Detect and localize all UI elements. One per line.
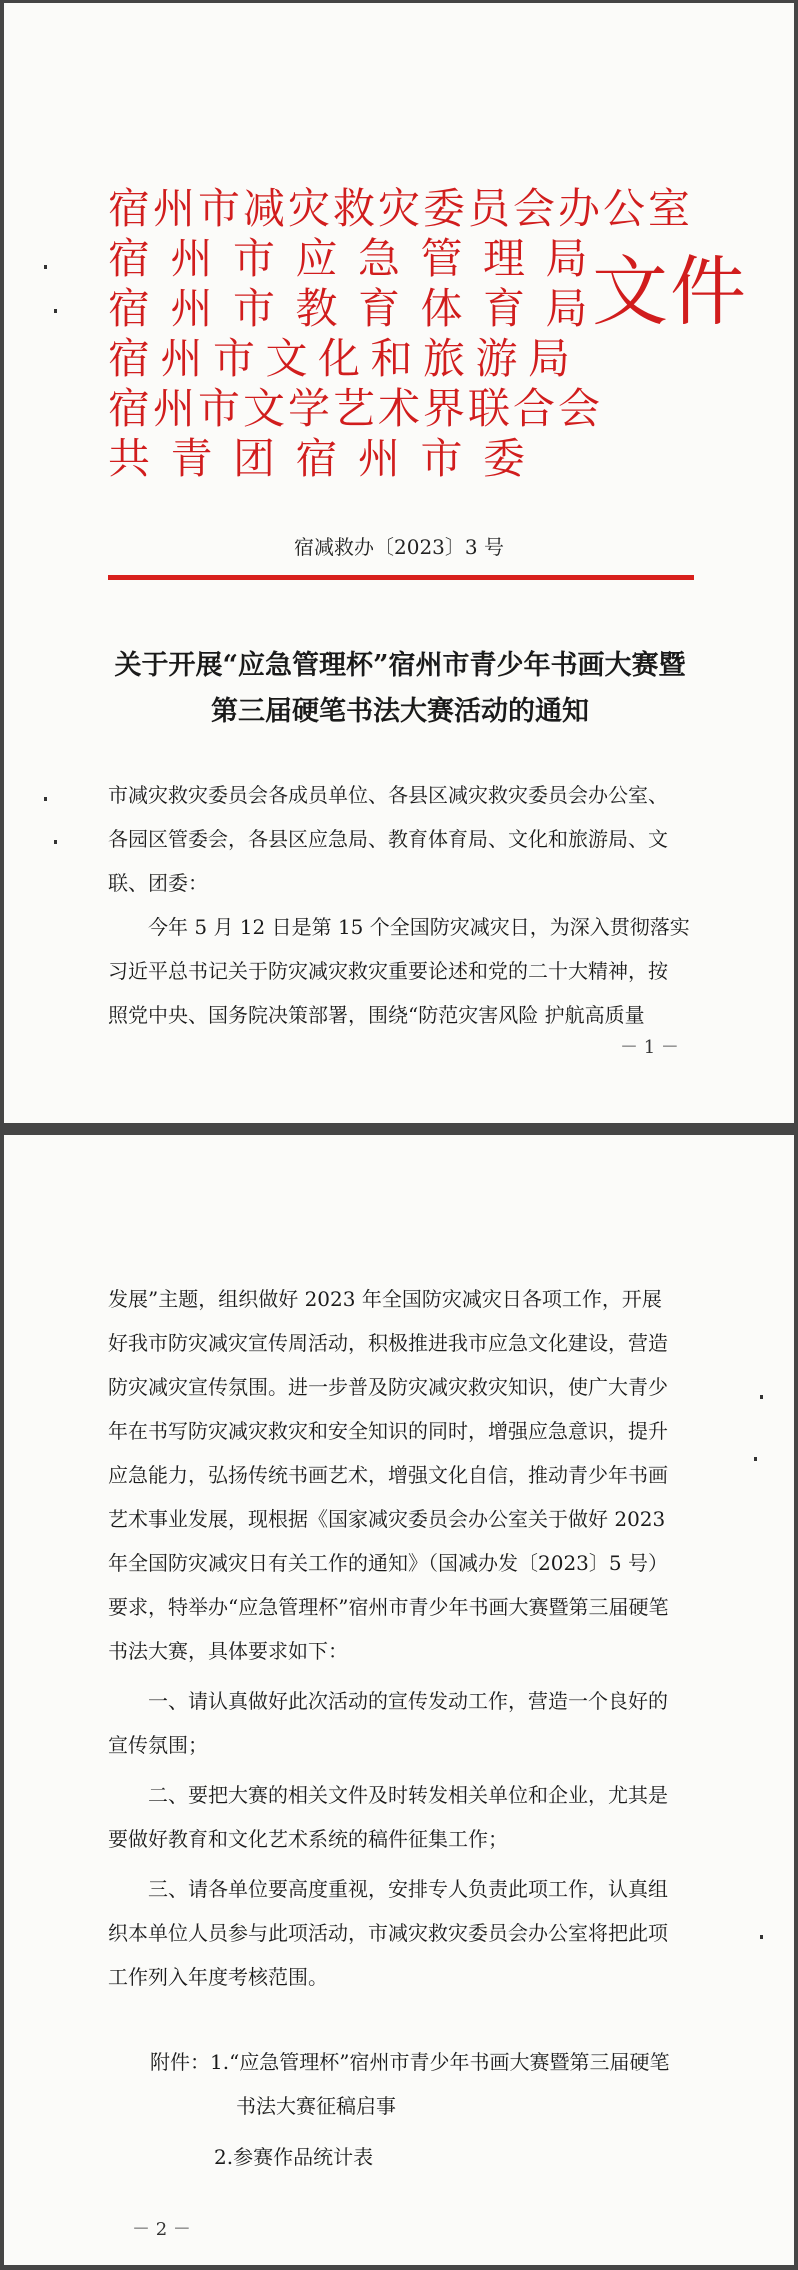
document-mark: 文件: [592, 251, 748, 335]
page-2: [4, 1135, 794, 2265]
sender-line: 宿州市文学艺术界联合会: [108, 387, 604, 433]
body-line: 织本单位人员参与此项活动，市减灾救灾委员会办公室将把此项: [108, 1921, 668, 1945]
body-line: 年在书写防灾减灾救灾和安全知识的同时，增强应急意识，提升: [108, 1419, 668, 1443]
body-line: 书法大赛，具体要求如下：: [108, 1639, 348, 1663]
body-line: 艺术事业发展，现根据《国家减灾委员会办公室关于做好 2023: [108, 1507, 666, 1531]
body-line: 要求，特举办“应急管理杯”宿州市青少年书画大赛暨第三届硬笔: [108, 1595, 669, 1619]
attachment-line: 附件：1.“应急管理杯”宿州市青少年书画大赛暨第三届硬笔: [150, 2050, 670, 2074]
body-line: 防灾减灾宣传氛围。进一步普及防灾减灾救灾知识，使广大青少: [108, 1375, 668, 1399]
scan-speck: [760, 1395, 763, 1399]
sender-line: 宿 州 市 教 育 体 育 局: [108, 287, 593, 333]
sender-line: 共 青 团 宿 州 市 委: [108, 437, 531, 483]
notice-title-line: 第三届硬笔书法大赛活动的通知: [211, 696, 589, 727]
body-line: 宣传氛围；: [108, 1733, 208, 1757]
body-line: 年全国防灾减灾日有关工作的通知》（国减办发〔2023〕5 号）: [108, 1551, 668, 1575]
body-line: 习近平总书记关于防灾减灾救灾重要论述和党的二十大精神，按: [108, 959, 668, 983]
notice-title-line: 关于开展“应急管理杯”宿州市青少年书画大赛暨: [114, 650, 686, 681]
body-line: 市减灾救灾委员会各成员单位、各县区减灾救灾委员会办公室、: [108, 783, 668, 807]
body-line: 好我市防灾减灾宣传周活动，积极推进我市应急文化建设，营造: [108, 1331, 668, 1355]
scan-speck: [760, 1935, 763, 1939]
scan-speck: [754, 1457, 757, 1461]
body-line: 二、要把大赛的相关文件及时转发相关单位和企业，尤其是: [108, 1783, 668, 1807]
red-divider: [108, 575, 694, 580]
body-line: 一、请认真做好此次活动的宣传发动工作，营造一个良好的: [108, 1689, 668, 1713]
body-line: 要做好教育和文化艺术系统的稿件征集工作；: [108, 1827, 508, 1851]
sender-line: 宿 州 市 应 急 管 理 局: [108, 237, 593, 283]
attachment-line: 书法大赛征稿启事: [236, 2094, 396, 2118]
body-line: 三、请各单位要高度重视，安排专人负责此项工作，认真组: [108, 1877, 668, 1901]
page-1: [4, 3, 794, 1123]
scan-speck: [44, 797, 47, 801]
body-line: 工作列入年度考核范围。: [108, 1965, 328, 1989]
page-number: － 2 －: [132, 2219, 191, 2240]
sender-line: 宿州市减灾救灾委员会办公室: [108, 187, 694, 233]
attachment-line: 2.参赛作品统计表: [214, 2145, 374, 2169]
body-line: 各园区管委会，各县区应急局、教育体育局、文化和旅游局、文: [108, 827, 668, 851]
body-line: 照党中央、国务院决策部署，围绕“防范灾害风险 护航高质量: [108, 1003, 645, 1027]
body-line: 应急能力，弘扬传统书画艺术，增强文化自信，推动青少年书画: [108, 1463, 668, 1487]
page-number: － 1 －: [620, 1037, 679, 1058]
document-number: 宿减救办〔2023〕3 号: [294, 535, 504, 559]
scan-speck: [44, 265, 47, 269]
body-line: 联、团委：: [108, 871, 208, 895]
body-line: 发展”主题，组织做好 2023 年全国防灾减灾日各项工作，开展: [108, 1287, 662, 1311]
body-line: 今年 5 月 12 日是第 15 个全国防灾减灾日，为深入贯彻落实: [108, 915, 690, 939]
scan-speck: [54, 840, 57, 844]
scan-speck: [54, 309, 57, 313]
sender-line: 宿 州 市 文 化 和 旅 游 局: [108, 337, 571, 383]
